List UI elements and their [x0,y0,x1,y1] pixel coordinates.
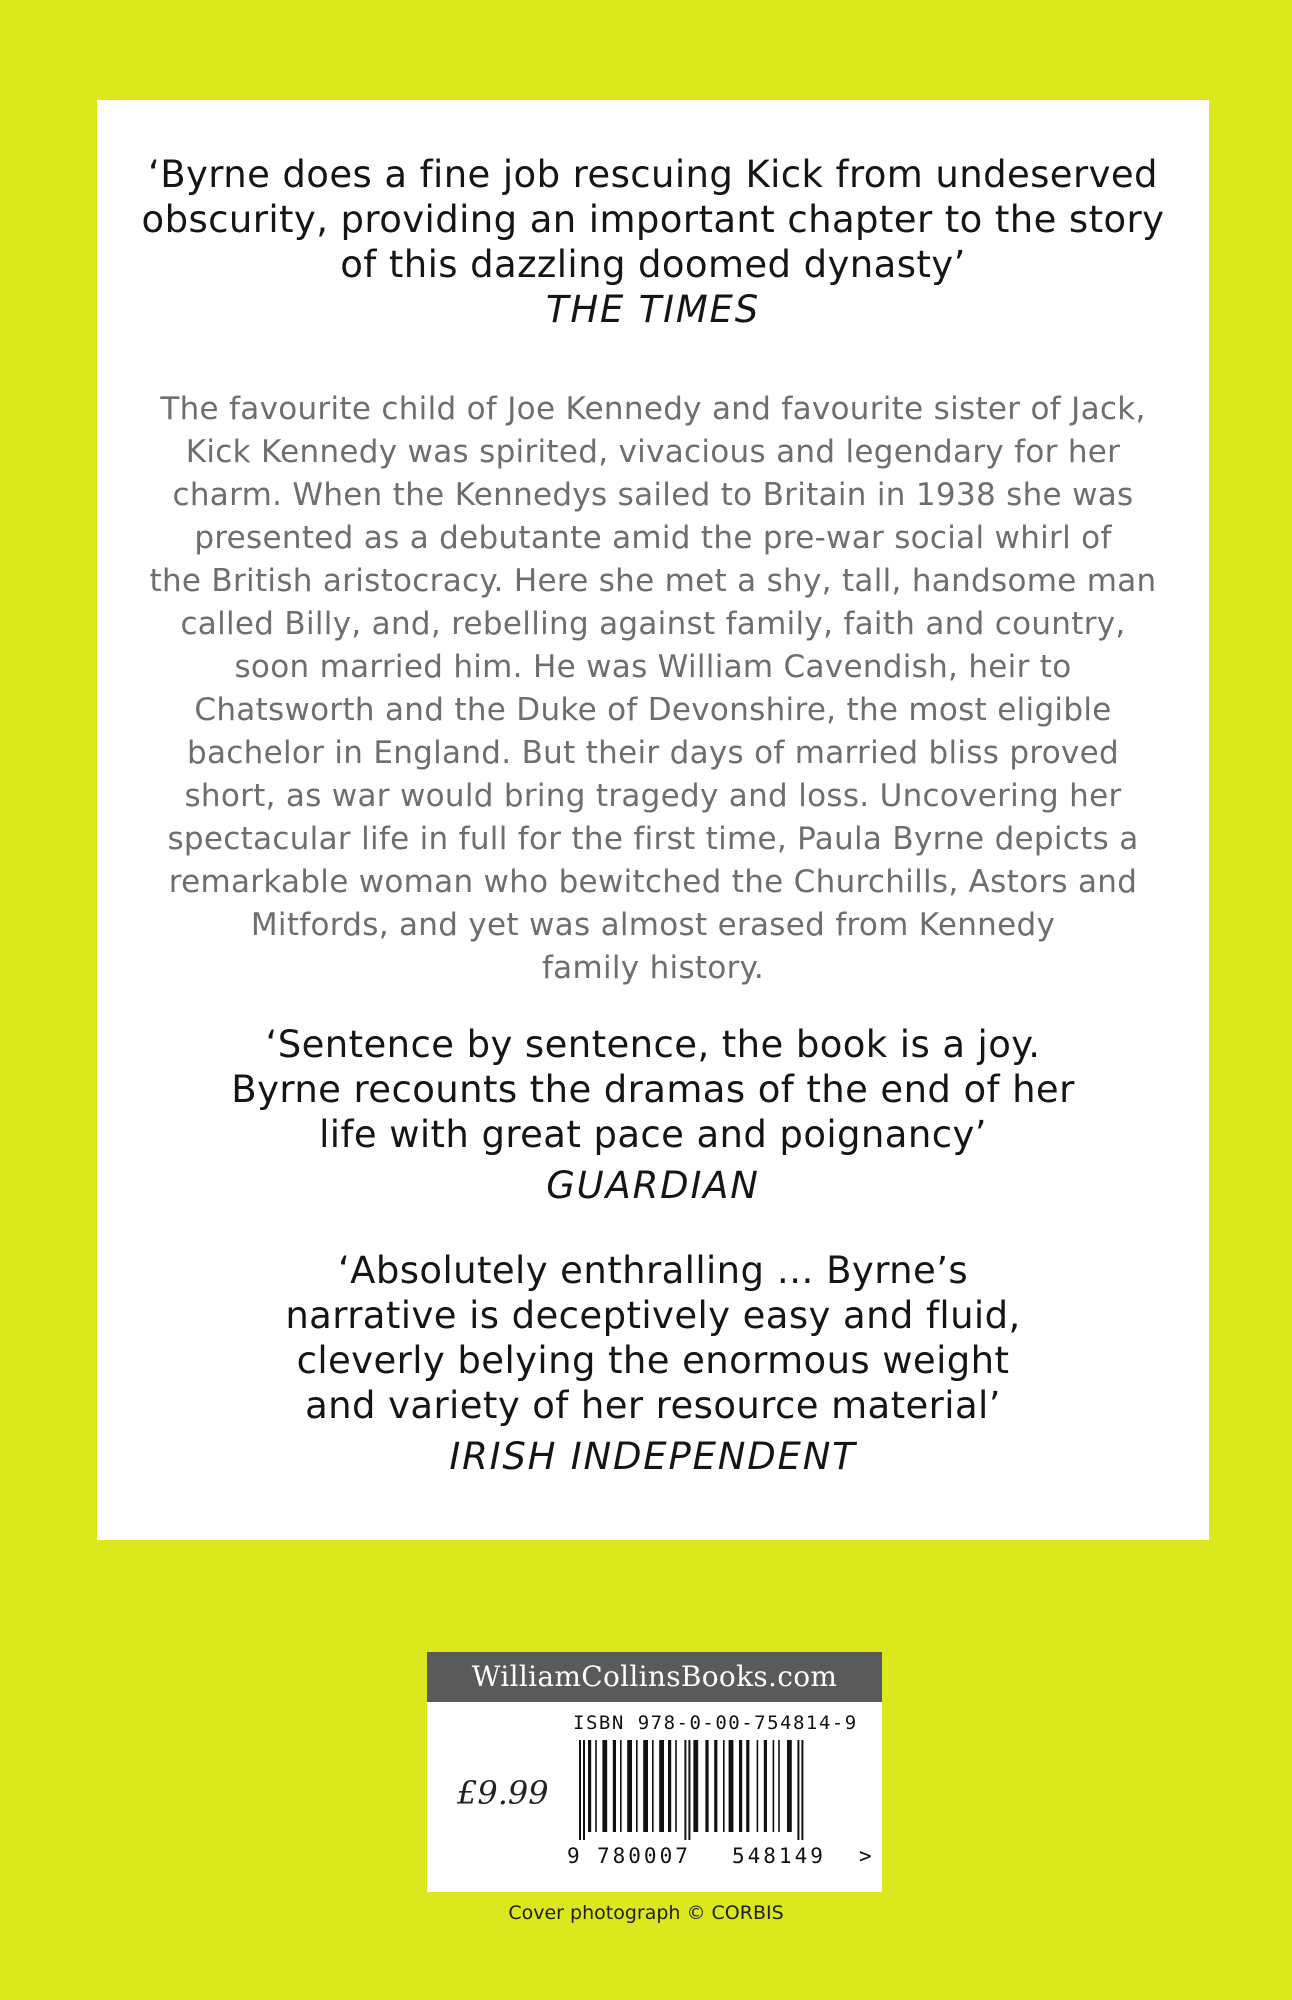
barcode-bar [714,1740,717,1832]
review-quote-irish-independent [97,1248,1209,1479]
quote-line: cleverly belying the enormous weight [296,1339,1010,1382]
blurb-line: family history. [541,950,765,986]
barcode-bar [729,1740,734,1832]
blurb-line: short, as war would bring tragedy and loss. Uncovering her [184,778,1122,814]
barcode-bar [684,1740,686,1840]
barcode-bar [595,1740,597,1832]
text-panel [97,100,1209,1540]
quote-line: narrative is deceptively easy and fluid, [285,1294,1021,1337]
barcode-bar [659,1740,664,1832]
barcode-bar [602,1740,607,1832]
quote-line: obscurity, providing an important chapter to the story [141,198,1165,241]
cover-credit: Cover photograph © CORBIS [508,1902,784,1924]
review-quote-guardian [97,1022,1209,1208]
barcode-bar [773,1740,775,1832]
blurb-line: spectacular life in full for the first time, Paula Byrne depicts a [167,821,1139,857]
barcode-digit-lead: 9 [567,1844,580,1868]
barcode-bar [583,1740,585,1840]
quote-source: THE TIMES [545,288,761,331]
barcode-bar [579,1740,581,1840]
barcode-bar [627,1740,632,1832]
barcode [577,1740,867,1840]
blurb-line: the British aristocracy. Here she met a shy, tall, handsome man [149,563,1157,599]
blurb-line: Mitfords, and yet was almost erased from Kennedy [250,907,1056,943]
review-quote-times [97,152,1209,332]
isbn-text: ISBN 978-0-00-754814-9 [573,1712,858,1734]
blurb-line: presented as a debutante amid the pre-war social whirl of [194,520,1112,556]
quote-line: ‘Byrne does a fine job rescuing Kick from undeserved [148,153,1158,196]
barcode-bar [723,1740,725,1832]
barcode-bar [613,1740,616,1832]
barcode-bar [739,1740,742,1832]
barcode-bar [764,1740,767,1832]
blurb-line: charm. When the Kennedys sailed to Britain in 1938 she was [172,477,1134,513]
barcode-bar [688,1740,690,1840]
blurb-line: called Billy, and, rebelling against family, faith and country, [180,606,1126,642]
quote-line: and variety of her resource material’ [305,1384,1001,1427]
blurb-line: Chatsworth and the Duke of Devonshire, the most eligible [194,692,1112,728]
quote-line: life with great pace and poignancy’ [319,1113,987,1156]
book-blurb [97,388,1209,990]
barcode-bar [787,1740,792,1832]
barcode-bar [757,1740,759,1832]
barcode-bar [652,1740,654,1832]
barcode-bar [693,1740,698,1832]
barcode-digit-group-right: 548149 [732,1844,826,1868]
barcode-quiet-zone-marker: > [859,1844,872,1868]
barcode-bar [746,1740,749,1832]
blurb-line: The favourite child of Joe Kennedy and favourite sister of Jack, [160,391,1146,427]
publisher-website: WilliamCollinsBooks.com [427,1652,882,1702]
barcode-bar [778,1740,780,1832]
barcode-bar [643,1740,648,1832]
quote-source: GUARDIAN [546,1164,760,1207]
blurb-line: bachelor in England. But their days of married bliss proved [187,735,1119,771]
barcode-bar [675,1740,677,1832]
quote-line: ‘Sentence by sentence, the book is a joy. [265,1023,1041,1066]
price: £9.99 [457,1774,549,1812]
barcode-bar [588,1740,591,1832]
quote-line: Byrne recounts the dramas of the end of her [231,1068,1075,1111]
blurb-line: soon married him. He was William Cavendish, heir to [234,649,1072,685]
barcode-bar [705,1740,708,1832]
barcode-digit-group-left: 780007 [597,1844,691,1868]
blurb-line: remarkable woman who bewitched the Churchills, Astors and [168,864,1138,900]
barcode-bar [636,1740,638,1832]
quote-line: ‘Absolutely enthralling … Byrne’s [337,1249,969,1292]
barcode-bar [801,1740,803,1840]
barcode-bar [797,1740,799,1840]
barcode-bar [668,1740,671,1832]
barcode-box [427,1652,882,1892]
quote-line: of this dazzling doomed dynasty’ [340,243,966,286]
barcode-bar [620,1740,622,1832]
quote-source: IRISH INDEPENDENT [449,1435,857,1478]
blurb-line: Kick Kennedy was spirited, vivacious and legendary for her [185,434,1121,470]
